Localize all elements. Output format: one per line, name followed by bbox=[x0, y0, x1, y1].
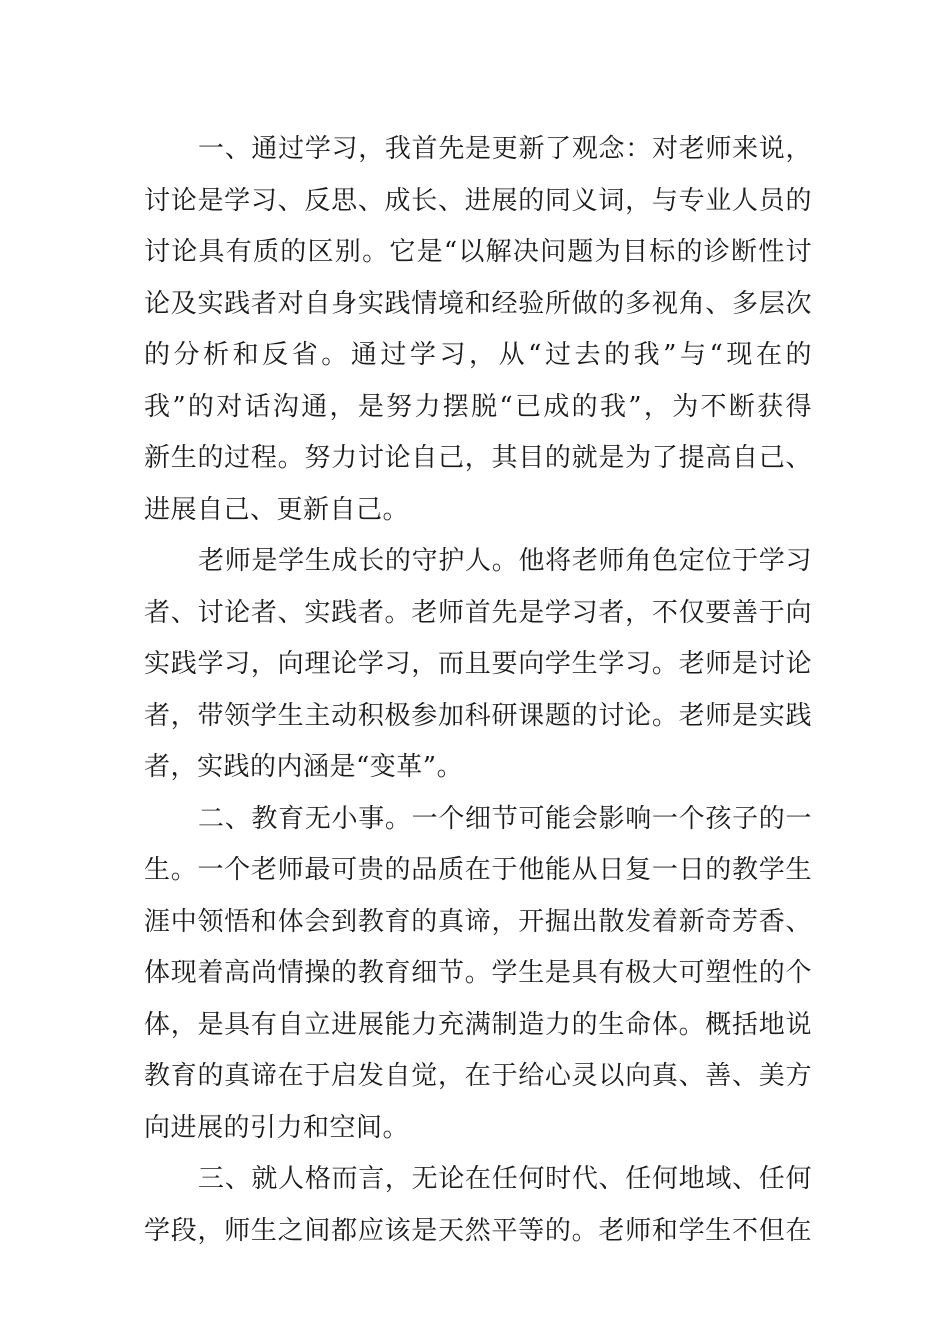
text-line: 我”的对话沟通，是努力摆脱“已成的我”，为不断获得 bbox=[144, 391, 812, 422]
paragraph-3 bbox=[144, 794, 812, 1155]
text-line: 讨论是学习、反思、成长、进展的同义词，与专业人员的 bbox=[144, 185, 812, 216]
text-line: 三、就人格而言，无论在任何时代、任何地域、任何 bbox=[198, 1164, 812, 1194]
text-line: 体现着高尚情操的教育细节。学生是具有极大可塑性的个 bbox=[144, 958, 812, 988]
paragraph-4 bbox=[144, 1154, 812, 1257]
text-line: 二、教育无小事。一个细节可能会影响一个孩子的一 bbox=[198, 803, 812, 834]
text-line: 的分析和反省。通过学习，从“过去的我”与“现在的 bbox=[144, 340, 812, 370]
text-line: 实践学习，向理论学习，而且要向学生学习。老师是讨论 bbox=[144, 649, 812, 679]
text-line: 进展自己、更新自己。 bbox=[144, 494, 410, 525]
document-body bbox=[144, 124, 812, 1257]
text-line: 一、通过学习，我首先是更新了观念：对老师来说， bbox=[198, 134, 812, 164]
paragraph-2 bbox=[144, 536, 812, 794]
text-line: 者，带领学生主动积极参加科研课题的讨论。老师是实践 bbox=[144, 700, 812, 731]
text-line: 生。一个老师最可贵的品质在于他能从日复一日的教学生 bbox=[144, 855, 812, 885]
text-line: 教育的真谛在于启发自觉，在于给心灵以向真、善、美方 bbox=[144, 1061, 812, 1091]
text-line: 论及实践者对自身实践情境和经验所做的多视角、多层次 bbox=[144, 288, 812, 319]
text-line: 讨论具有质的区别。它是“以解决问题为目标的诊断性讨 bbox=[144, 237, 812, 267]
paragraph-1 bbox=[144, 124, 812, 536]
text-line: 新生的过程。努力讨论自己，其目的就是为了提高自己、 bbox=[144, 443, 812, 473]
text-line: 者，实践的内涵是“变革”。 bbox=[144, 752, 464, 782]
text-line: 向进展的引力和空间。 bbox=[144, 1112, 410, 1143]
text-line: 者、讨论者、实践者。老师首先是学习者，不仅要善于向 bbox=[144, 597, 812, 628]
text-line: 体，是具有自立进展能力充满制造力的生命体。概括地说 bbox=[144, 1009, 812, 1040]
text-line: 学段，师生之间都应该是天然平等的。老师和学生不但在 bbox=[144, 1215, 812, 1246]
text-line: 涯中领悟和体会到教育的真谛，开掘出散发着新奇芳香、 bbox=[144, 906, 812, 937]
text-line: 老师是学生成长的守护人。他将老师角色定位于学习 bbox=[198, 546, 812, 576]
